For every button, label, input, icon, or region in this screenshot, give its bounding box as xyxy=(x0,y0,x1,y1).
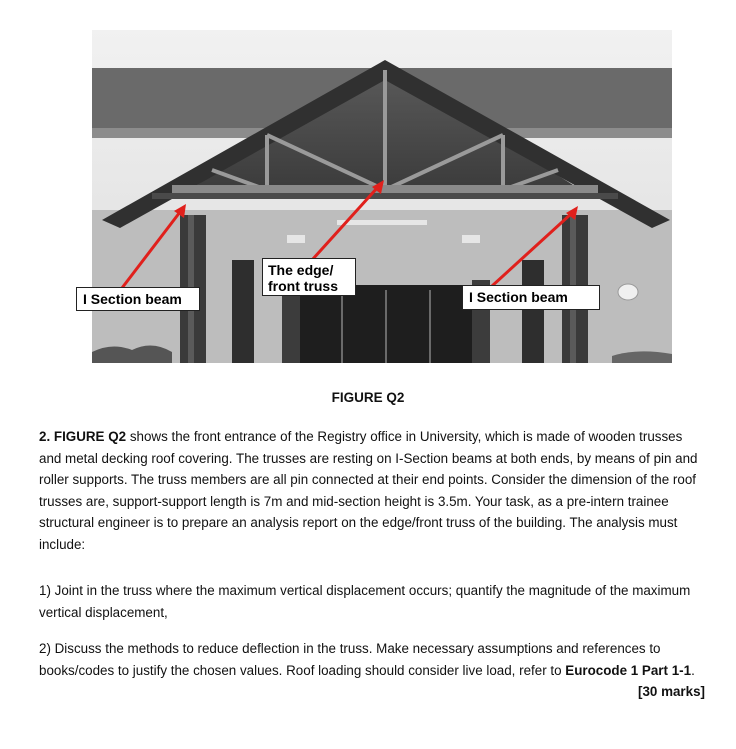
label-edge-front-truss: The edge/ front truss xyxy=(262,258,356,296)
marks: [30 marks] xyxy=(638,684,705,700)
figure-photo xyxy=(92,30,672,363)
eurocode-reference: Eurocode 1 Part 1-1 xyxy=(565,662,692,678)
label-i-section-beam-left: I Section beam xyxy=(76,287,200,311)
bottom-chord xyxy=(172,185,598,193)
figure-caption: FIGURE Q2 xyxy=(331,390,405,405)
wall-lamp xyxy=(618,284,638,300)
label-i-section-beam-right: I Section beam xyxy=(462,285,600,310)
question-item-1: 1) Joint in the truss where the maximum vertical displacement occurs; quantify the magnitude of the maximum vertical displacement, xyxy=(39,583,691,620)
question-item-2: 2) Discuss the methods to reduce deflection in the truss. Make necessary assumptions and references to books/codes to justify the chosen values. Roof loading should consider live load, refer to Eurocode 1 Part 1-1. [30 marks] xyxy=(39,638,705,703)
question-intro: 2. FIGURE Q2 shows the front entrance of the Registry office in University, which is made of wooden trusses and metal decking roof covering. The trusses are resting on I-Section beams at both ends, by means of pin and roller supports. The truss members are all pin connected at their end points. Consider the dimension of the roof trusses are, support-support length is 7m and mid-section height is 3.5m. Your task, as a pre-intern trainee structural engineer is to prepare an analysis report on the edge/front truss of the building. The analysis must include: xyxy=(39,429,698,552)
